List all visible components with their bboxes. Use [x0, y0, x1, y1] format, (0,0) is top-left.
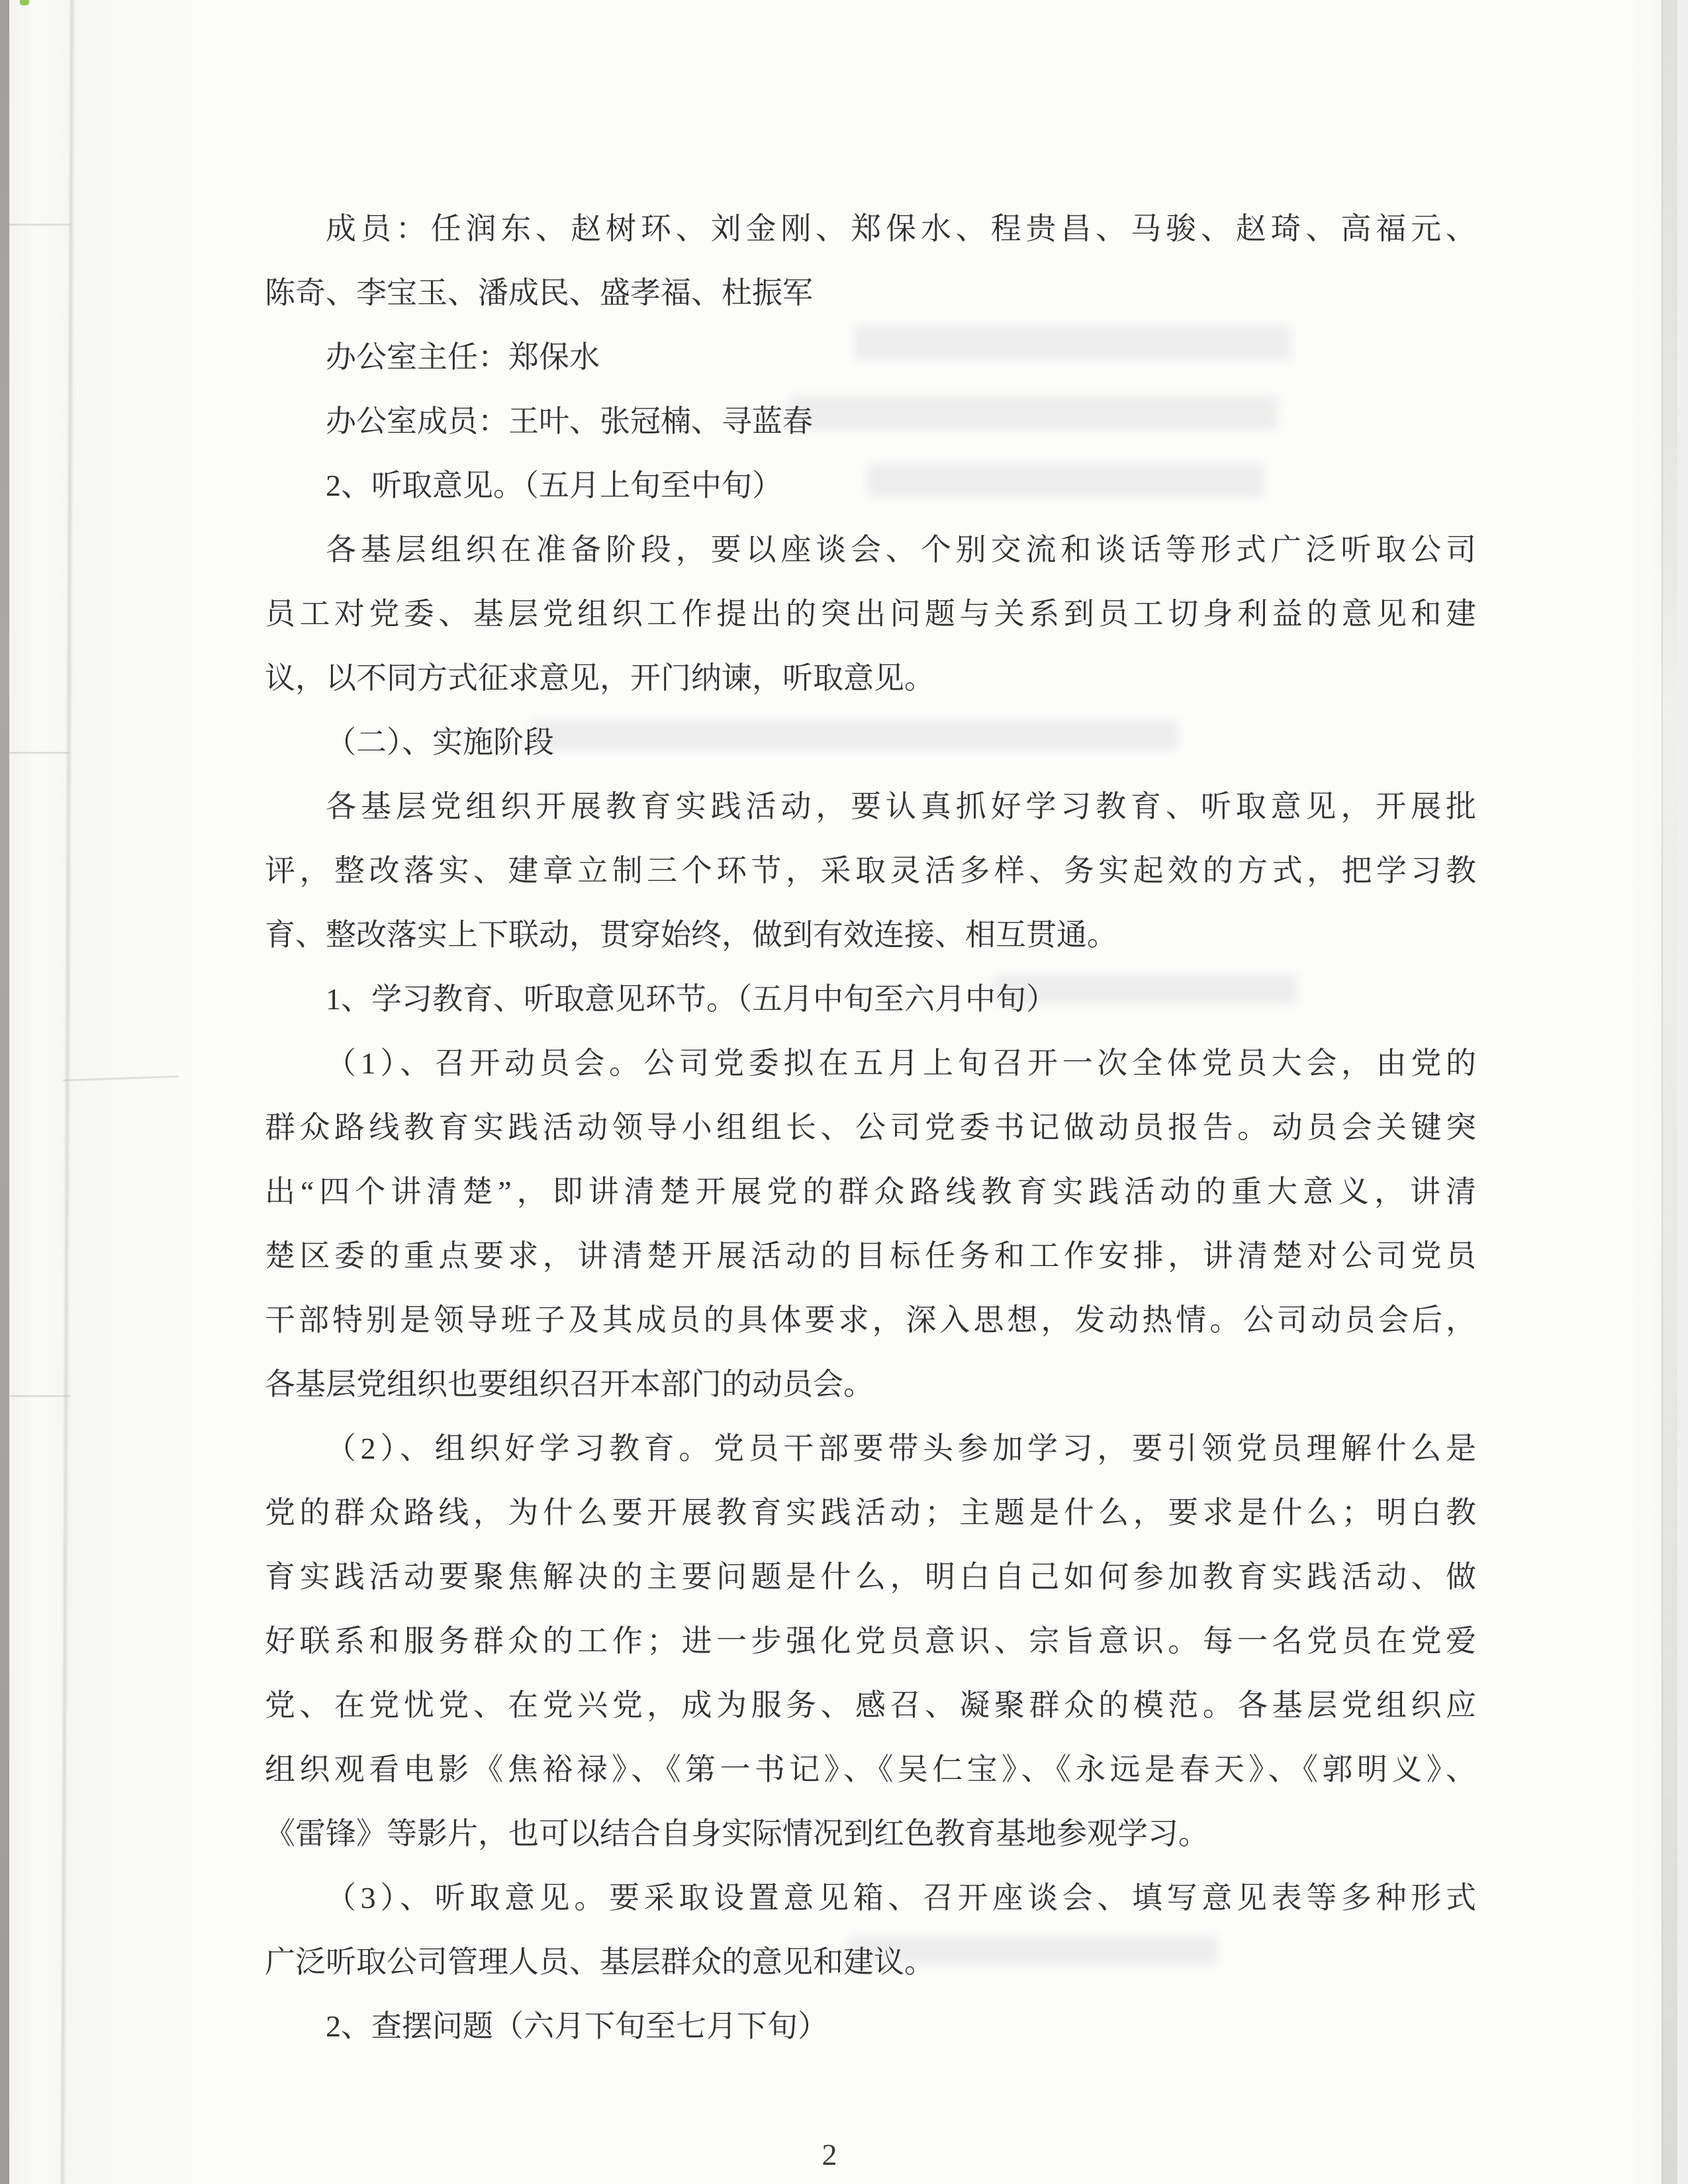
document-text-block: [265, 197, 1476, 2058]
right-page-margin: [1677, 0, 1688, 2184]
scanner-noise-speck: [20, 0, 29, 5]
paper-tear-mark: [63, 1075, 179, 1081]
text-line: 各基层党组织开展教育实践活动，要认真抓好学习教育、听取意见，开展批: [326, 790, 1476, 823]
text-line: 广泛听取公司管理人员、基层群众的意见和建议。: [265, 1945, 935, 1979]
text-line: 各基层党组织也要组织召开本部门的动员会。: [265, 1367, 874, 1401]
text-line: 楚区委的重点要求，讲清楚开展活动的目标任务和工作安排，讲清楚对公司党员: [265, 1239, 1476, 1273]
text-line: 1、学习教育、听取意见环节。（五月中旬至六月中旬）: [326, 982, 1056, 1016]
text-line: 干部特别是领导班子及其成员的具体要求，深入思想，发动热情。公司动员会后，: [265, 1303, 1476, 1337]
text-line: （二）、实施阶段: [326, 725, 554, 759]
paper-crease: [9, 752, 70, 754]
text-line: 评，整改落实、建章立制三个环节，采取灵活多样、务实起效的方式，把学习教: [265, 854, 1476, 887]
text-line: 议，以不同方式征求意见，开门纳谏，听取意见。: [265, 661, 935, 695]
page-number: 2: [821, 2138, 837, 2171]
text-line: 2、查摆问题（六月下旬至七月下旬）: [326, 2009, 828, 2043]
text-line: 群众路线教育实践活动领导小组组长、公司党委书记做动员报告。动员会关键突: [265, 1111, 1476, 1144]
text-line: 陈奇、李宝玉、潘成民、盛孝福、杜振军: [265, 276, 813, 310]
paper-crease: [9, 1395, 70, 1397]
text-line: 《雷锋》等影片，也可以结合自身实际情况到红色教育基地参观学习。: [265, 1817, 1209, 1850]
text-line: （2）、组织好学习教育。党员干部要带头参加学习，要引领党员理解什么是: [326, 1432, 1476, 1465]
text-line: 育实践活动要聚焦解决的主要问题是什么，明白自己如何参加教育实践活动、做: [265, 1560, 1476, 1594]
text-line: 各基层组织在准备阶段，要以座谈会、个别交流和谈话等形式广泛听取公司: [326, 533, 1476, 567]
text-line: 组织观看电影《焦裕禄》、《第一书记》、《吴仁宝》、《永远是春天》、《郭明义》、: [265, 1752, 1476, 1786]
text-line: 员工对党委、基层党组织工作提出的突出问题与关系到员工切身利益的意见和建: [265, 597, 1476, 631]
text-line: 2、听取意见。（五月上旬至中旬）: [326, 469, 782, 502]
paper-crease: [9, 224, 70, 226]
text-line: 好联系和服务群众的工作；进一步强化党员意识、宗旨意识。每一名党员在党爱: [265, 1624, 1476, 1658]
text-line: 党的群众路线，为什么要开展教育实践活动；主题是什么，要求是什么；明白教: [265, 1496, 1476, 1529]
text-line: 党、在党忧党、在党兴党，成为服务、感召、凝聚群众的模范。各基层党组织应: [265, 1688, 1476, 1722]
text-line: 成员：任润东、赵树环、刘金刚、郑保水、程贵昌、马骏、赵琦、高福元、: [326, 212, 1476, 246]
text-line: （3）、听取意见。要采取设置意见箱、召开座谈会、填写意见表等多种形式: [326, 1881, 1476, 1915]
text-line: 出“四个讲清楚”，即讲清楚开展党的群众路线教育实践活动的重大意义，讲清: [265, 1175, 1476, 1208]
text-line: 办公室成员：王叶、张冠楠、寻蓝春: [326, 404, 813, 438]
right-scan-shadow-band: [1662, 0, 1679, 2184]
text-line: 育、整改落实上下联动，贯穿始终，做到有效连接、相互贯通。: [265, 918, 1117, 952]
text-line: （1）、召开动员会。公司党委拟在五月上旬召开一次全体党员大会，由党的: [326, 1046, 1476, 1080]
scanner-edge-strip: [0, 0, 9, 2184]
text-line: 办公室主任：郑保水: [326, 340, 600, 374]
